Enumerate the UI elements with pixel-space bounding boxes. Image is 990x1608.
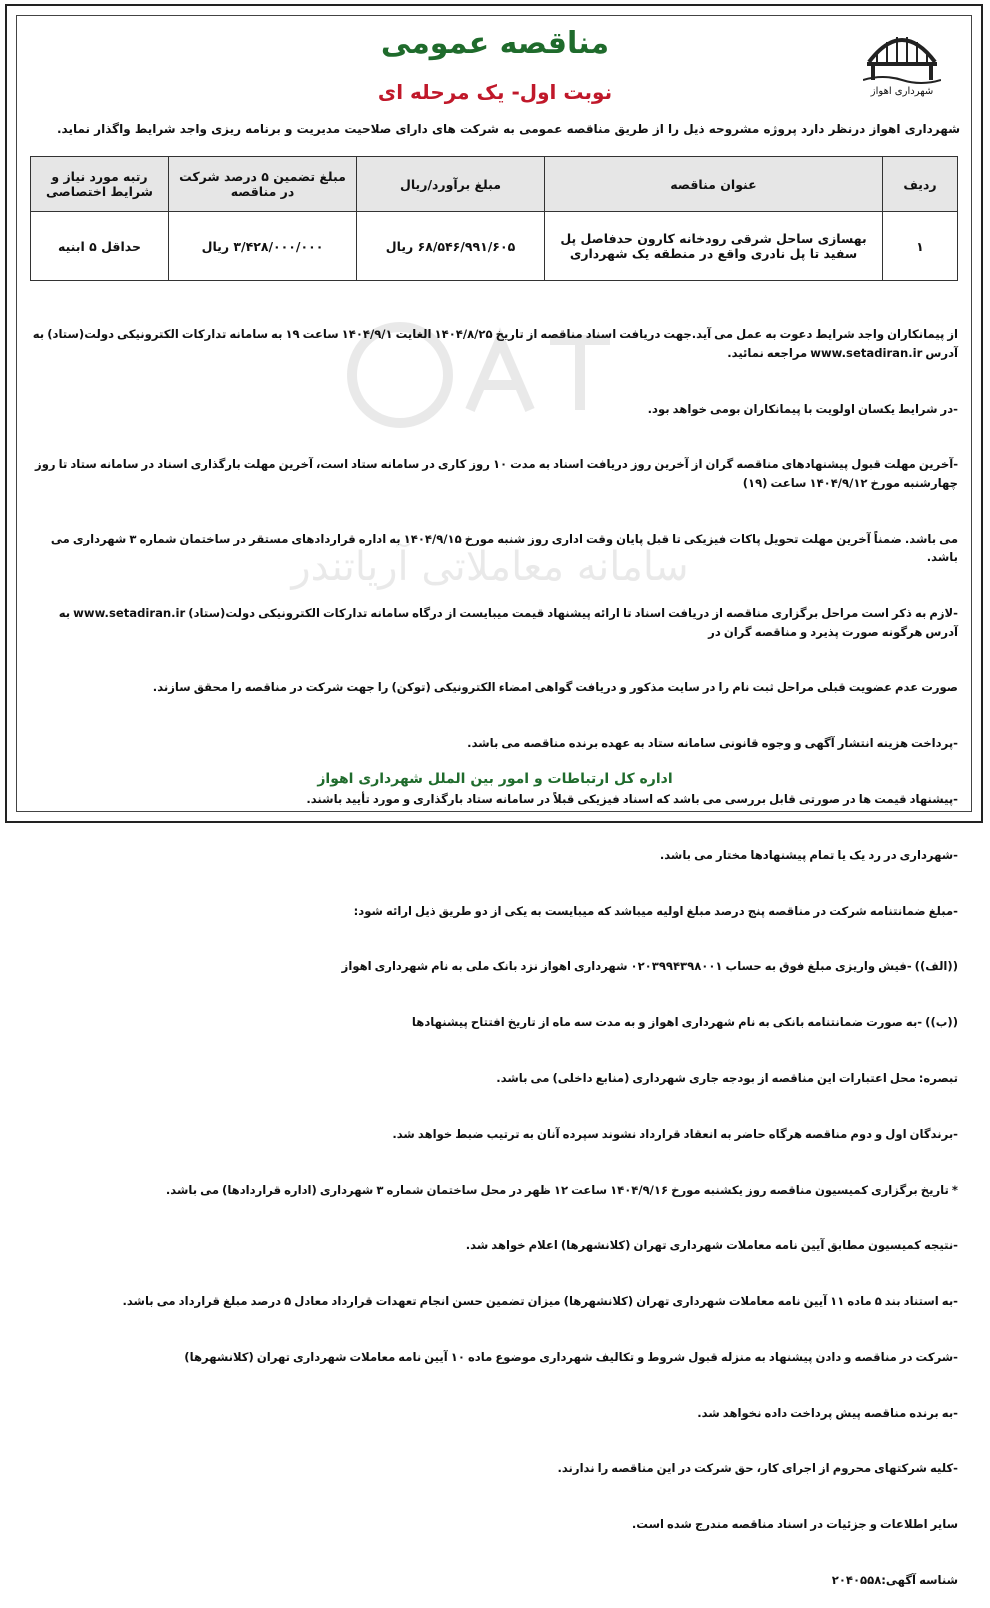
- body-line: ((الف)) -فیش واریزی مبلغ فوق به حساب ۰۲۰۳۹۹۴۳۹۸۰۰۱ شهرداری اهواز نزد بانک ملی به نام شهرداری اهواز: [341, 959, 958, 974]
- body-line: * تاریخ برگزاری کمیسیون مناقصه روز یکشنبه مورخ ۱۴۰۴/۹/۱۶ ساعت ۱۲ ظهر در محل ساختمان شماره ۳ شهرداری (اداره قراردادها) می باشد.: [165, 1182, 958, 1197]
- col-guarantee-header: مبلغ تضمین ۵ درصد شرکت در مناقصه: [169, 157, 357, 212]
- col-title-header: عنوان مناقصه: [545, 157, 883, 212]
- body-line: -پرداخت هزینه انتشار آگهی و وجوه قانونی سامانه ستاد به عهده برنده مناقصه می باشد.: [467, 736, 958, 751]
- body-line: -به استناد بند ۵ ماده ۱۱ آیین نامه معاملات شهرداری تهران (کلانشهرها) میزان تضمین حسن انجام تعهدات قرارداد معادل ۵ درصد مبلغ قرارداد می باشد.: [122, 1294, 958, 1309]
- body-line: می باشد. ضمناً آخرین مهلت تحویل پاکات فیزیکی تا قبل پایان وقت اداری روز شنبه مورخ ۱۴۰۴/۹/۱۵ به اداره قراردادهای مستقر در ساختمان شماره ۳ شهرداری می باشد.: [47, 531, 958, 565]
- cell-requirement: حداقل ۵ ابنیه: [31, 212, 169, 281]
- table-header-row: [31, 157, 958, 212]
- body-line: -لازم به ذکر است مراحل برگزاری مناقصه از دریافت اسناد تا ارائه پیشنهاد قیمت میبایست از درگاه سامانه تدارکات الکترونیکی دولت(ستاد) www.setadiran.ir به آدرس هرگونه صورت پذیرد و مناقصه گران در: [55, 606, 958, 639]
- page-title: مناقصه عمومی: [380, 26, 610, 61]
- watermark-text: سامانه معاملاتی آریاتندر: [291, 544, 689, 590]
- body-line: -آخرین مهلت قبول پیشنهادهای مناقصه گران از آخرین روز دریافت اسناد به مدت ۱۰ روز کاری در سامانه ستاد است، آخرین مهلت بارگذاری اسناد در سامانه ستاد تا روز چهارشنبه مورخ ۱۴۰۴/۹/۱۲ ساعت (۱۹): [31, 457, 958, 490]
- table-row: [31, 212, 958, 281]
- page-subtitle: نوبت اول- یک مرحله ای: [377, 80, 613, 104]
- body-line: -مبلغ ضمانتنامه شرکت در مناقصه پنج درصد مبلغ اولیه میباشد که میبایست به یکی از دو طریق ذیل ارائه شود:: [353, 903, 958, 918]
- logo-caption: شهرداری اهواز: [870, 86, 934, 97]
- body-line: تبصره: محل اعتبارات این مناقصه از بودجه جاری شهرداری (منابع داخلی) می باشد.: [496, 1070, 958, 1085]
- conditions-text: [30, 288, 958, 1608]
- cell-guarantee: ۳/۴۲۸/۰۰۰/۰۰۰ ریال: [169, 212, 357, 281]
- cell-row-number: ۱: [883, 212, 958, 281]
- intro-text: شهرداری اهواز درنظر دارد پروژه مشروحه ذیل را از طریق مناقصه عمومی به شرکت های دارای صلاحیت مدیریت و برنامه ریزی واجد شرایط واگذار نماید.: [56, 122, 960, 136]
- body-line: از پیمانکاران واجد شرایط دعوت به عمل می آید.جهت دریافت اسناد مناقصه از تاریخ ۱۴۰۴/۸/۲۵ الغایت ۱۴۰۴/۹/۱ ساعت ۱۹ به سامانه تدارکات الکترونیکی دولت(ستاد) به آدرس www.setadiran.ir مراجعه نمائید.: [29, 327, 958, 360]
- body-line: ((ب)) -به صورت ضمانتنامه بانکی به نام شهرداری اهواز و به مدت سه ماه از تاریخ افتتاح پیشنهادها: [411, 1015, 958, 1030]
- body-line: -به برنده مناقصه پیش پرداخت داده نخواهد شد.: [697, 1405, 958, 1420]
- body-line: -کلیه شرکتهای محروم از اجرای کار، حق شرکت در این مناقصه را ندارند.: [557, 1461, 958, 1476]
- cell-estimate: ۶۸/۵۴۶/۹۹۱/۶۰۵ ریال: [357, 212, 545, 281]
- col-requirement-header: رتبه مورد نیاز و شرایط اختصاصی: [31, 157, 169, 212]
- body-line: -شهرداری در رد یک یا تمام پیشنهادها مختار می باشد.: [659, 847, 958, 862]
- body-line: سایر اطلاعات و جزئیات در اسناد مناقصه مندرج شده است.: [631, 1517, 958, 1532]
- body-line: -در شرایط یکسان اولویت با پیمانکاران بومی خواهد بود.: [647, 401, 958, 416]
- col-row-header: ردیف: [883, 157, 958, 212]
- body-line: -شرکت در مناقصه و دادن پیشنهاد به منزله قبول شروط و تکالیف شهرداری موضوع ماده ۱۰ آیین نامه معاملات شهرداری تهران (کلانشهرها): [184, 1349, 958, 1364]
- cell-tender-title: بهسازی ساحل شرقی رودخانه کارون حدفاصل پل سفید تا پل نادری واقع در منطقه یک شهرداری: [545, 212, 883, 281]
- body-line: -برندگان اول و دوم مناقصه هرگاه حاضر به انعقاد قرارداد نشوند سپرده آنان به ترتیب ضبط خواهد شد.: [392, 1126, 958, 1141]
- body-line: -نتیجه کمیسیون مطابق آیین نامه معاملات شهرداری تهران (کلانشهرها) اعلام خواهد شد.: [465, 1238, 958, 1253]
- col-estimate-header: مبلغ برآورد/ریال: [357, 157, 545, 212]
- footer-issuer: اداره کل ارتباطات و امور بین الملل شهرداری اهواز: [317, 771, 673, 787]
- body-line: -پیشنهاد قیمت ها در صورتی قابل بررسی می باشد که اسناد فیزیکی قبلاً در سامانه ستاد بارگذاری و مورد تأیید باشند.: [306, 792, 958, 807]
- tender-table: [30, 156, 958, 281]
- body-line: صورت عدم عضویت قبلی مراحل ثبت نام را در سایت مذکور و دریافت گواهی امضاء الکترونیکی (توکن) را جهت شرکت در مناقصه را محقق سازند.: [152, 680, 958, 695]
- ad-id-line: شناسه آگهی:۲۰۴۰۵۵۸: [831, 1572, 958, 1587]
